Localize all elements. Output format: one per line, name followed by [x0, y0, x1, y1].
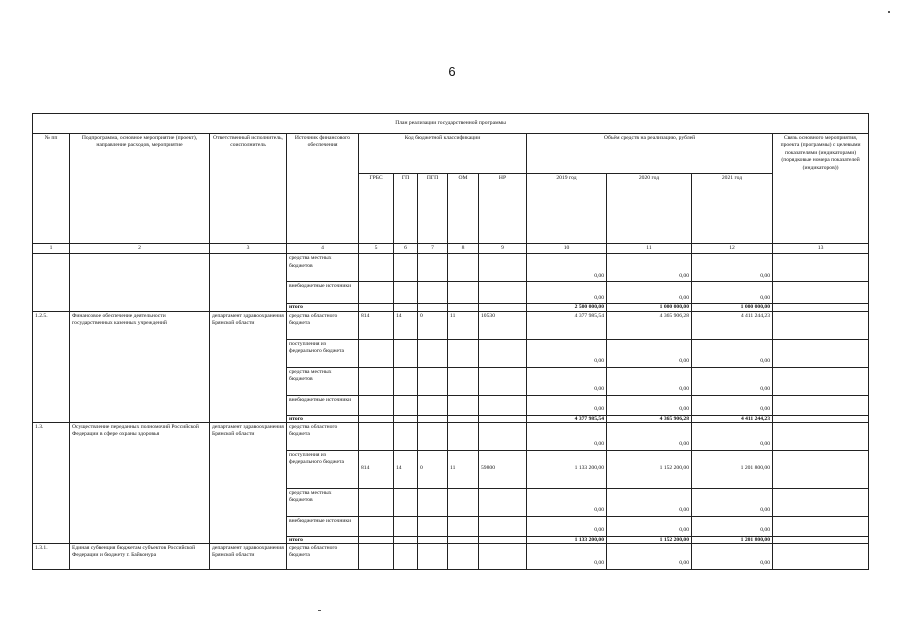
- col-number: 6: [394, 244, 418, 254]
- col-number: 10: [527, 244, 607, 254]
- col-number: 3: [210, 244, 287, 254]
- code-gp: 14: [394, 450, 418, 488]
- page-number: 6: [448, 64, 456, 79]
- col-number: 9: [479, 244, 527, 254]
- table-row: [33, 311, 869, 339]
- col-number: 2: [70, 244, 210, 254]
- row-num-cell: 1.3.1.: [33, 543, 70, 569]
- value-2021: 0,00: [692, 543, 773, 569]
- value-2021: 0,00: [692, 367, 773, 395]
- table-title: План реализации государственной программы: [33, 114, 869, 134]
- table-row: [33, 254, 869, 282]
- value-2019: 0,00: [527, 543, 607, 569]
- row-name-cell: Финансовое обеспечение деятельности государственных казенных учреждений: [70, 311, 210, 422]
- scan-speck: [888, 11, 890, 13]
- header-num: № пп: [33, 134, 70, 244]
- source-cell: итого: [287, 536, 359, 543]
- value-2021: 1 201 800,00: [692, 450, 773, 488]
- value-2021: 0,00: [692, 488, 773, 516]
- col-number: 4: [287, 244, 359, 254]
- value-2020: 0,00: [607, 254, 692, 282]
- code-np: 59800: [479, 450, 527, 488]
- value-2020: 0,00: [607, 422, 692, 450]
- row-executor-cell: департамент здравоохранения Брянской области: [210, 311, 287, 422]
- value-2019: 4 377 985,54: [527, 311, 607, 339]
- row-name-cell: Единая субвенция бюджетам субъектов Российской Федерации и бюджету г. Байконура: [70, 543, 210, 569]
- source-cell: средства областного бюджета: [287, 422, 359, 450]
- value-2019: 1 133 200,00: [527, 450, 607, 488]
- value-2019: 0,00: [527, 254, 607, 282]
- header-om: ОМ: [448, 174, 479, 244]
- value-2021: 1 000 000,00: [692, 304, 773, 311]
- code-grbs: 814: [359, 311, 394, 339]
- header-pgp: ПГП: [418, 174, 448, 244]
- value-2019: 0,00: [527, 516, 607, 536]
- col-number: 1: [33, 244, 70, 254]
- row-name-cell: Осуществление переданных полномочий Российской Федерации в сфере охраны здоровья: [70, 422, 210, 543]
- row-name-cell: [70, 254, 210, 311]
- header-grbs: ГРБС: [359, 174, 394, 244]
- source-cell: внебюджетные источники: [287, 516, 359, 536]
- source-cell: поступления из федерального бюджета: [287, 450, 359, 488]
- value-2019: 0,00: [527, 339, 607, 367]
- col-number: 11: [607, 244, 692, 254]
- source-cell: итого: [287, 415, 359, 422]
- value-2019: 0,00: [527, 488, 607, 516]
- header-executor: Ответственный исполнитель, соисполнитель: [210, 134, 287, 244]
- value-2021: 0,00: [692, 339, 773, 367]
- value-2019: 4 377 985,54: [527, 415, 607, 422]
- value-2021: 4 411 244,23: [692, 415, 773, 422]
- code-grbs: 814: [359, 450, 394, 488]
- table-row: [33, 422, 869, 450]
- header-2019: 2019 год: [527, 174, 607, 244]
- header-2021: 2021 год: [692, 174, 773, 244]
- source-cell: средства местных бюджетов: [287, 488, 359, 516]
- value-2019: 0,00: [527, 395, 607, 415]
- value-2019: 1 133 200,00: [527, 536, 607, 543]
- row-executor-cell: департамент здравоохранения Брянской области: [210, 422, 287, 543]
- header-np: НР: [479, 174, 527, 244]
- row-num-cell: 1.2.5.: [33, 311, 70, 422]
- value-2019: 0,00: [527, 422, 607, 450]
- code-np: 10530: [479, 311, 527, 339]
- table-row: [33, 543, 869, 569]
- value-2021: 0,00: [692, 516, 773, 536]
- header-amount: Объём средств на реализацию, рублей: [527, 134, 773, 174]
- value-2020: 1 152 200,00: [607, 450, 692, 488]
- code-om: 11: [448, 450, 479, 488]
- col-number: 12: [692, 244, 773, 254]
- header-2020: 2020 год: [607, 174, 692, 244]
- value-2020: 0,00: [607, 395, 692, 415]
- header-gp: ГП: [394, 174, 418, 244]
- value-2021: 0,00: [692, 282, 773, 304]
- value-2020: 0,00: [607, 543, 692, 569]
- header-budget-code: Код бюджетной классификации: [359, 134, 527, 174]
- col-number: 5: [359, 244, 394, 254]
- value-2020: 1 000 000,00: [607, 304, 692, 311]
- row-executor-cell: [210, 254, 287, 311]
- value-2019: 0,00: [527, 282, 607, 304]
- value-2020: 0,00: [607, 516, 692, 536]
- scan-speck: [318, 610, 321, 611]
- header-source: Источник финансового обеспечения: [287, 134, 359, 244]
- value-2021: 0,00: [692, 422, 773, 450]
- code-gp: 14: [394, 311, 418, 339]
- code-pgp: 0: [418, 450, 448, 488]
- row-num-cell: [33, 254, 70, 311]
- value-2021: 4 411 244,23: [692, 311, 773, 339]
- value-2021: 0,00: [692, 395, 773, 415]
- code-pgp: 0: [418, 311, 448, 339]
- value-2019: 0,00: [527, 367, 607, 395]
- code-om: 11: [448, 311, 479, 339]
- header-program: Подпрограмма, основное мероприятие (проект), направление расходов, мероприятие: [70, 134, 210, 244]
- value-2020: 0,00: [607, 488, 692, 516]
- value-2020: 4 365 906,28: [607, 311, 692, 339]
- col-number: 13: [773, 244, 869, 254]
- value-2020: 1 152 200,00: [607, 536, 692, 543]
- plan-table: [32, 113, 869, 570]
- value-2020: 0,00: [607, 282, 692, 304]
- source-cell: средства местных бюджетов: [287, 367, 359, 395]
- source-cell: поступления из федерального бюджета: [287, 339, 359, 367]
- col-number: 8: [448, 244, 479, 254]
- value-2019: 2 500 000,00: [527, 304, 607, 311]
- source-cell: средства местных бюджетов: [287, 254, 359, 282]
- col-number: 7: [418, 244, 448, 254]
- value-2020: 0,00: [607, 339, 692, 367]
- row-num-cell: 1.3.: [33, 422, 70, 543]
- source-cell: итого: [287, 304, 359, 311]
- source-cell: внебюджетные источники: [287, 282, 359, 304]
- header-link: Связь основного мероприятия, проекта (программы) с целевыми показателями (индикаторами) (порядковые номера показателей (индикаторов)): [773, 134, 869, 244]
- value-2021: 0,00: [692, 254, 773, 282]
- source-cell: средства областного бюджета: [287, 311, 359, 339]
- row-executor-cell: департамент здравоохранения Брянской области: [210, 543, 287, 569]
- value-2020: 0,00: [607, 367, 692, 395]
- source-cell: средства областного бюджета: [287, 543, 359, 569]
- value-2020: 4 365 906,28: [607, 415, 692, 422]
- source-cell: внебюджетные источники: [287, 395, 359, 415]
- value-2021: 1 201 800,00: [692, 536, 773, 543]
